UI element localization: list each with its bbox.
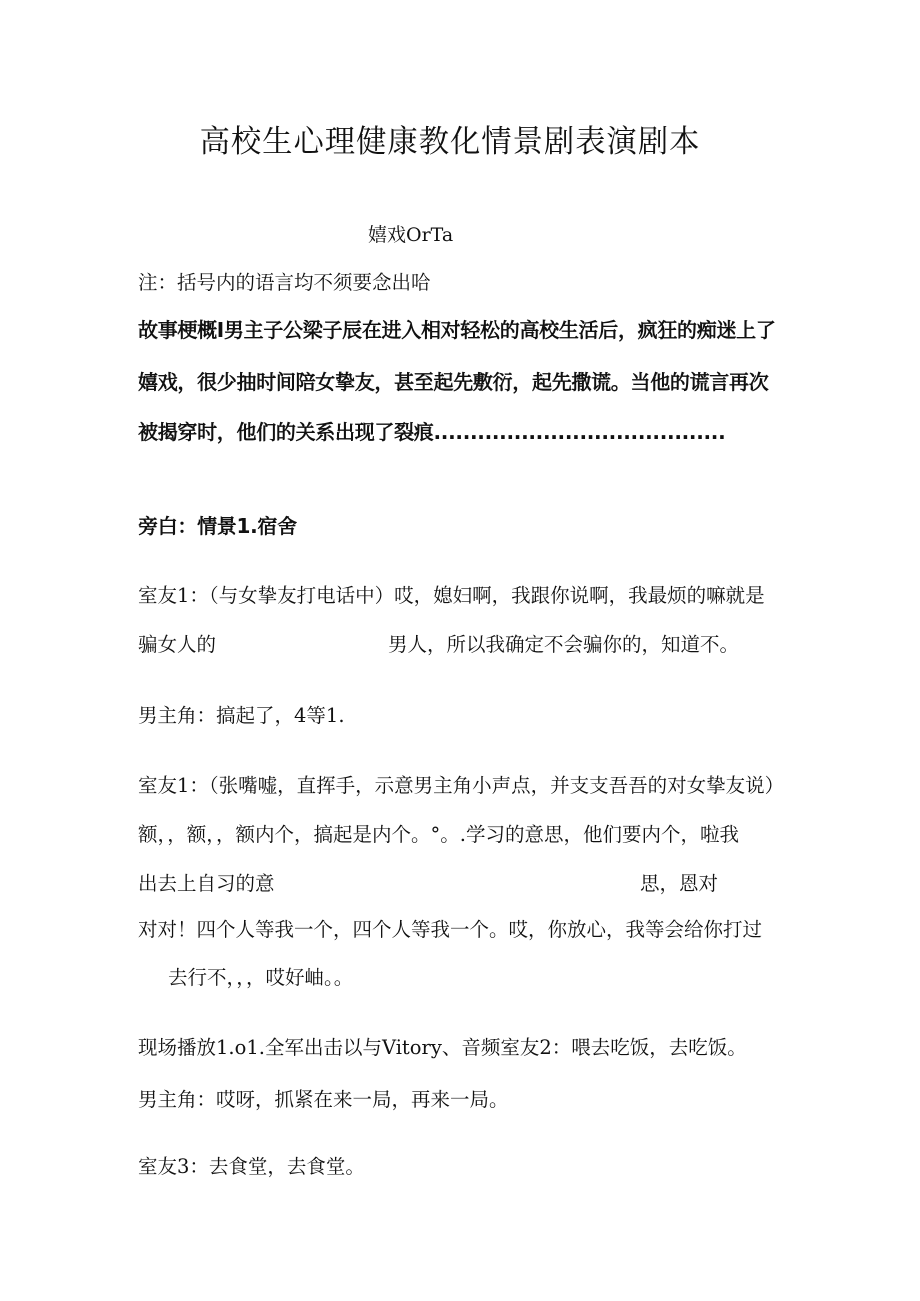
dialogue-line: 出去上自习的意 [138,872,275,895]
dialogue-line: 室友3：去食堂，去食堂。 [138,1155,365,1178]
dialogue-line: 男主角：搞起了，4等1. [138,704,345,727]
dialogue-line: 男人，所以我确定不会骗你的，知道不。 [388,633,740,656]
dialogue-line: 男主角：哎呀，抓紧在来一局，再来一局。 [138,1088,509,1111]
dialogue-line: 额，，额，，额内个，搞起是内个。°。.学习的意思，他们要内个，啦我 [138,823,739,846]
note-line: 注：括号内的语言均不须要念出哈 [138,271,431,294]
scene-heading: 旁白：情景1.宿舍 [138,514,297,538]
dialogue-line: 室友1：（张嘴嘘，直挥手，示意男主角小声点，并支支吾吾的对女挚友说） [138,774,785,797]
dialogue-line: 骗女人的 [138,633,217,656]
dialogue-line: 室友1：（与女挚友打电话中）哎，媳妇啊，我跟你说啊，我最烦的嘛就是 [138,584,765,607]
synopsis-line: 被揭穿时，他们的关系出现了裂痕........................................ [138,420,726,444]
synopsis-line: 故事梗概I男主子公梁子辰在进入相对轻松的高校生活后，疯狂的痴迷上了 [138,318,776,342]
dialogue-line: 对对！四个人等我一个，四个人等我一个。哎，你放心，我等会给你打过 [138,918,763,941]
dialogue-line: 去行不，，，哎好岫。。 [168,966,354,989]
synopsis-line: 嬉戏，很少抽时间陪女挚友，甚至起先敷衍，起先撒谎。当他的谎言再次 [138,370,769,394]
dialogue-line: 思，恩对 [640,872,719,895]
document-title: 高校生心理健康教化情景剧表演剧本 [199,124,701,160]
author-line: 嬉戏OrTa [368,224,454,246]
dialogue-line: 现场播放1.o1.全军出击以与Vitory、音频室友2：喂去吃饭，去吃饭。 [138,1036,747,1059]
